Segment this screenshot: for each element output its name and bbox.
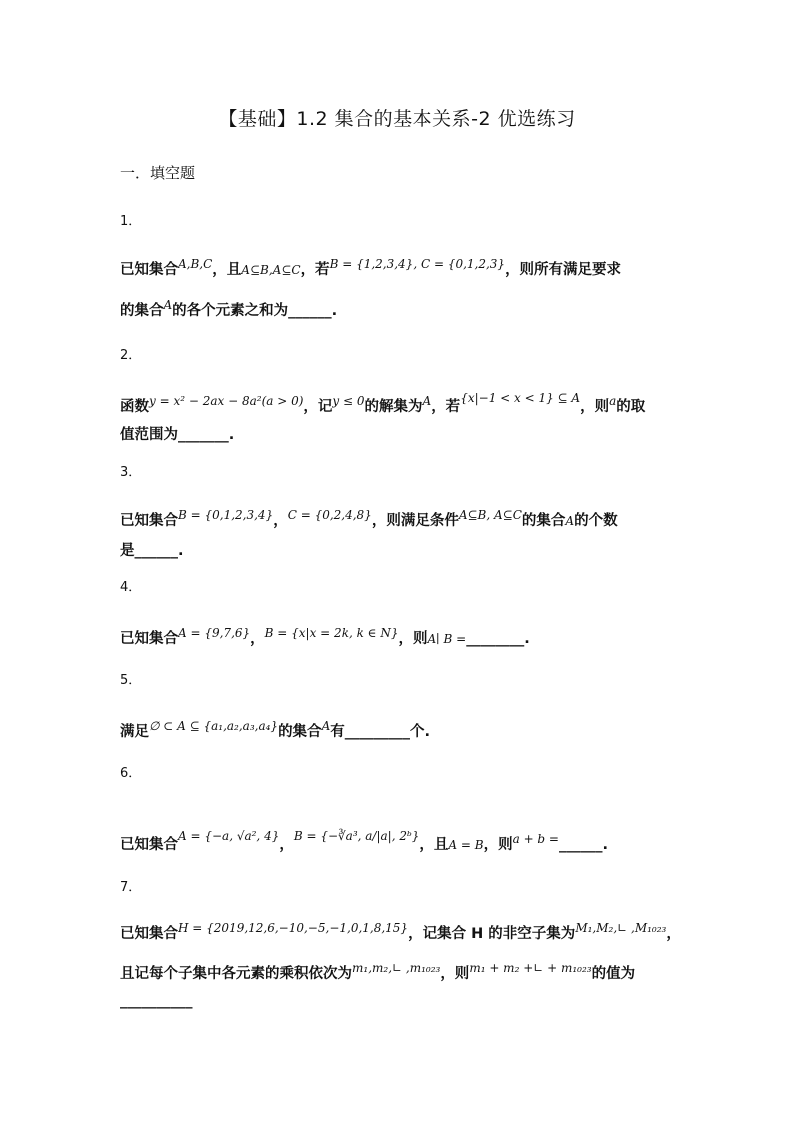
- question-line: [120, 391, 646, 416]
- math-expression: {x|−1 < x < 1} ⊆ A: [460, 391, 581, 405]
- question-number: 3．: [120, 465, 142, 480]
- page-title: 【基础】1.2 集合的基本关系-2 优选练习: [218, 108, 576, 130]
- question-text: ，则满足条件: [371, 513, 459, 529]
- question-text: 的取: [616, 399, 646, 415]
- question-text: ，若: [300, 262, 330, 278]
- question-text: __________: [120, 993, 193, 1009]
- question-number: 6．: [120, 766, 142, 781]
- question-text: 已知集合: [120, 926, 178, 942]
- math-expression: A⊆B,A⊆C: [241, 263, 301, 277]
- question-text: ，若: [431, 399, 461, 415]
- question-number: 1．: [120, 214, 142, 229]
- math-expression: ∅ ⊂ A ⊆ {a₁,a₂,a₃,a₄}: [149, 719, 279, 733]
- question-line: [120, 720, 430, 741]
- question-text: 的集合: [521, 513, 566, 529]
- question-line: [120, 423, 234, 444]
- question-text: 值范围为_______.: [120, 427, 235, 443]
- question-text: 且记每个子集中各元素的乘积依次为: [120, 966, 352, 982]
- question-text: ，且: [212, 262, 242, 278]
- question-text: 已知集合: [120, 837, 178, 853]
- question-text: 满足: [120, 724, 149, 740]
- question-line: [120, 258, 621, 279]
- question-text: ，则: [580, 399, 610, 415]
- question-line: [120, 627, 530, 648]
- math-expression: A = {−a, √a², 4}: [178, 829, 280, 843]
- math-expression: A∣ B =: [427, 632, 467, 646]
- math-expression: A: [565, 514, 575, 528]
- question-number: 4．: [120, 580, 142, 595]
- question-text: ，: [273, 513, 288, 529]
- question-line: [120, 922, 681, 943]
- question-text: 的各个元素之和为______.: [172, 303, 338, 319]
- question-line: [120, 299, 337, 320]
- question-text: ，则所有满足要求: [505, 262, 622, 278]
- question-text: 有_________个.: [330, 724, 430, 740]
- answer-blank: [120, 993, 193, 1009]
- math-expression: A: [422, 394, 432, 408]
- math-expression: A: [321, 719, 331, 733]
- question-text: 已知集合: [120, 631, 178, 647]
- section-heading: 一．填空题: [120, 164, 196, 182]
- question-text: 是______.: [120, 543, 184, 559]
- question-text: 的个数: [574, 513, 618, 529]
- question-text: ________.: [466, 631, 530, 647]
- question-line: [120, 509, 618, 530]
- math-expression: y = x² − 2ax − 8a²(a > 0): [149, 394, 304, 408]
- math-expression: A = B: [448, 838, 484, 852]
- question-line: [120, 962, 635, 983]
- question-text: ，: [666, 926, 681, 942]
- math-expression: B = {1,2,3,4}, C = {0,1,2,3}: [329, 257, 506, 271]
- question-number: 7．: [120, 880, 142, 895]
- question-text: ，则: [440, 966, 470, 982]
- question-text: 已知集合: [120, 513, 178, 529]
- math-expression: A = {9,7,6}: [178, 626, 251, 640]
- math-expression: A⊆B, A⊆C: [458, 508, 522, 522]
- math-expression: B = {−∛a³, a/|a|, 2ᵇ}: [293, 829, 420, 843]
- question-text: ，记: [303, 399, 333, 415]
- math-expression: B = {0,1,2,3,4}: [178, 508, 274, 522]
- question-text: ，则: [398, 631, 428, 647]
- question-text: ，: [279, 837, 294, 853]
- question-text: 的集合: [120, 303, 164, 319]
- question-text: ，记集合 H 的非空子集为: [408, 926, 576, 942]
- math-expression: C = {0,2,4,8}: [287, 508, 372, 522]
- math-expression: A,B,C: [178, 257, 213, 271]
- question-number: 2．: [120, 348, 142, 363]
- question-text: 函数: [120, 399, 149, 415]
- question-text: 的解集为: [364, 399, 423, 415]
- question-text: ，则: [483, 837, 513, 853]
- question-text: 已知集合: [120, 262, 178, 278]
- question-text: ，且: [419, 837, 449, 853]
- math-expression: B = {x|x = 2k, k ∈ N}: [264, 626, 399, 640]
- math-expression: y ≤ 0: [332, 394, 365, 408]
- question-line: [120, 829, 608, 854]
- question-line: [120, 539, 184, 560]
- math-expression: A: [163, 298, 173, 312]
- math-expression: m₁ + m₂ +∟ + m₁₀₂₃: [469, 961, 592, 975]
- math-expression: m₁,m₂,∟ ,m₁₀₂₃: [352, 961, 441, 975]
- math-expression: a: [609, 394, 617, 408]
- question-text: ，: [250, 631, 265, 647]
- question-text: ______.: [558, 837, 608, 853]
- math-expression: H = {2019,12,6,−10,−5,−1,0,1,8,15}: [178, 921, 409, 935]
- question-number: 5．: [120, 673, 142, 688]
- question-text: 的值为: [591, 966, 636, 982]
- question-text: 的集合: [278, 724, 322, 740]
- math-expression: M₁,M₂,∟ ,M₁₀₂₃: [575, 921, 667, 935]
- math-expression: a + b =: [512, 832, 559, 846]
